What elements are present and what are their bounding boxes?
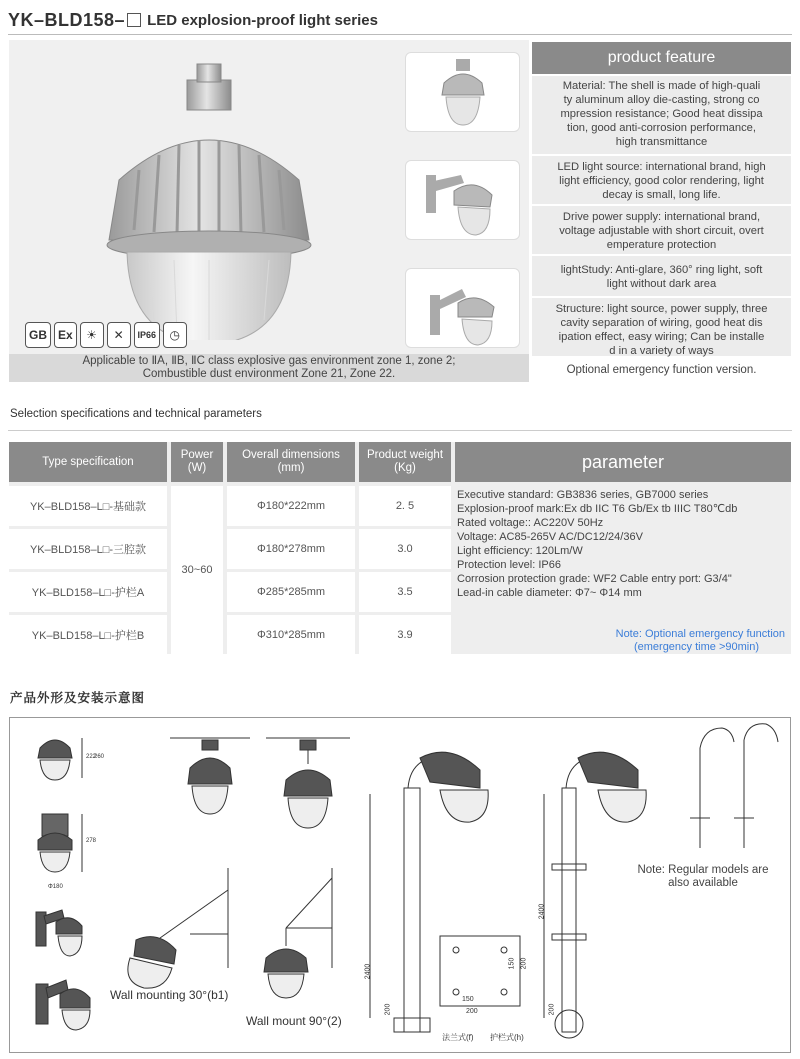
height-260-dim: 260 (94, 754, 105, 760)
certification-badges (25, 322, 187, 348)
flange-base-dim: 200 (384, 1003, 392, 1016)
flange-type-label: 法兰式(f) (442, 1033, 474, 1042)
flange-height-dim: 2400 (364, 963, 372, 980)
guard-base-dim: 200 (548, 1003, 556, 1016)
param-line: Voltage: AC85-265V AC/DC12/24/36V (457, 531, 643, 543)
feature-text-line: cavity separation of wiring, good heat dis (560, 317, 763, 329)
th-dimensions (227, 442, 355, 482)
selection-title: Selection specifications and technical parameters (10, 408, 262, 420)
row4-weight: 3.9 (359, 615, 451, 654)
row4-dim: Φ310*285mm (227, 615, 355, 654)
row3-weight: 3.5 (359, 572, 451, 612)
model-code: YK–BLD158– (8, 9, 126, 30)
power-range: 30~60 (171, 486, 223, 654)
parameter-list (457, 488, 791, 600)
outline-view-3 (36, 910, 82, 956)
param-line: Explosion-proof mark:Ex db IIC T6 Gb/Ex tb IIIC T80℃db (457, 503, 738, 515)
applicable-line-2: Combustible dust environment Zone 21, Zone 22. (142, 368, 396, 380)
energy-icon: ☀ (80, 322, 104, 348)
feature-emergency-option: Optional emergency function version. (532, 358, 791, 376)
wall-mount-90-drawing (264, 868, 332, 998)
param-line: Lead-in cable diameter: Φ7~ Φ14 mm (457, 587, 642, 599)
emergency-note-line1: Note: Optional emergency function (615, 628, 785, 640)
product-feature-panel (532, 42, 791, 382)
wall-30-label: Wall mounting 30°(b1) (110, 988, 229, 1002)
ceiling-mount-1 (170, 738, 250, 814)
gb-badge: GB (25, 322, 51, 348)
feature-drive-power (532, 206, 791, 254)
wall-mount-30-drawing (128, 868, 228, 988)
feature-text-line: voltage adjustable with short circuit, overt (559, 225, 764, 237)
feature-text-line: emperature protection (606, 239, 717, 251)
feature-text-line: decay is small, long life. (602, 189, 721, 201)
product-photo-area (9, 40, 529, 382)
feature-text-line: mpression resistance; Good heat dissipa (560, 108, 763, 120)
diagram-title: 产品外形及安装示意图 (10, 691, 146, 705)
plate-width-150: 150 (462, 996, 474, 1003)
feature-text-line: high transmittance (615, 136, 708, 148)
feature-text-line: d in a variety of ways (609, 345, 714, 357)
installation-diagram (9, 717, 791, 1053)
header-divider (8, 34, 792, 35)
selection-divider (8, 430, 792, 431)
main-lamp-illustration (9, 40, 389, 340)
feature-text-line: ipation effect, easy wiring; Can be installe (558, 331, 765, 343)
row3-dim: Φ285*285mm (227, 572, 355, 612)
feature-text-line: lightStudy: Anti-glare, 360° ring light, soft (560, 264, 763, 276)
feature-text-line: LED light source: international brand, high (557, 161, 766, 173)
guard-type-label: 护栏式(h) (490, 1033, 524, 1042)
flange-pole-drawing (370, 752, 520, 1032)
thumbnail-wall-30-model[interactable] (405, 160, 520, 240)
spec-table (9, 442, 791, 654)
feature-title: product feature (532, 42, 791, 74)
applicable-environment (9, 354, 529, 382)
th-power (171, 442, 223, 482)
height-222-dim: 222 (86, 754, 97, 760)
regular-note-line1: Note: Regular models are (637, 864, 769, 876)
outline-view-1 (38, 738, 82, 780)
height-278-dim: 278 (86, 838, 97, 844)
feature-text-line: light without dark area (606, 278, 717, 290)
param-line: Corrosion protection grade: WF2 Cable entry port: G3/4" (457, 573, 732, 585)
outline-view-4 (36, 980, 90, 1030)
param-line: Protection level: IP66 (457, 559, 561, 571)
row1-type: YK–BLD158–L□-基础款 (9, 486, 167, 526)
lamp-thumb-1 (406, 53, 519, 131)
row3-type: YK–BLD158–L□-护栏A (9, 572, 167, 612)
anti-glare-icon: ✕ (107, 322, 131, 348)
th-parameter: parameter (455, 442, 791, 482)
feature-structure (532, 298, 791, 356)
regular-pole-models (690, 724, 778, 848)
th-dim-line1: Overall dimensions (242, 449, 340, 461)
feature-text-line: light efficiency, good color rendering, light (559, 175, 764, 187)
feature-led-source (532, 156, 791, 204)
param-line: Light efficiency: 120Lm/W (457, 545, 583, 557)
lamp-thumb-2 (406, 161, 519, 239)
param-line: Rated voltage:: AC220V 50Hz (457, 517, 604, 529)
feature-text-line: ty aluminum alloy die-casting, strong co (563, 94, 760, 106)
lifetime-clock-icon: ◷ (163, 322, 187, 348)
guard-pole-drawing (544, 752, 646, 1038)
regular-models-note (628, 864, 778, 890)
ceiling-mount-2 (266, 738, 350, 828)
th-weight (359, 442, 451, 482)
series-title: LED explosion-proof light series (147, 11, 378, 29)
diameter-dim: Φ180 (48, 884, 63, 890)
row2-dim: Φ180*278mm (227, 529, 355, 569)
feature-text-line: tion, good anti-corrosion performance, (566, 122, 757, 134)
wall-90-label: Wall mount 90°(2) (246, 1014, 342, 1028)
outline-view-2 (38, 814, 82, 872)
th-weight-line2: (Kg) (394, 462, 416, 474)
feature-text-line: Structure: light source, power supply, three (555, 303, 768, 315)
row1-weight: 2. 5 (359, 486, 451, 526)
regular-note-line2: also available (668, 877, 738, 889)
guard-height-dim: 2400 (538, 903, 546, 920)
th-type: Type specification (9, 442, 167, 482)
th-power-line2: (W) (187, 462, 207, 474)
plate-height-150: 150 (508, 957, 516, 970)
emergency-note-line2: (emergency time >90min) (633, 641, 759, 653)
plate-width-200: 200 (466, 1008, 478, 1015)
applicable-line-1: Applicable to ⅡA, ⅡB, ⅡC class explosive gas environment zone 1, zone 2; (82, 355, 456, 367)
lamp-thumb-3 (406, 269, 519, 347)
feature-text-line: Material: The shell is made of high-quali (562, 80, 761, 92)
row2-weight: 3.0 (359, 529, 451, 569)
th-power-line1: Power (180, 449, 214, 461)
thumbnail-guard-model[interactable] (405, 268, 520, 348)
row2-type: YK–BLD158–L□-三腔款 (9, 529, 167, 569)
page-header (8, 6, 792, 34)
ex-badge: Ex (54, 322, 77, 348)
plate-height-200: 200 (520, 957, 528, 970)
feature-material (532, 76, 791, 154)
emergency-note (457, 628, 785, 654)
ip66-badge: IP66 (134, 322, 160, 348)
model-placeholder-box (127, 13, 141, 27)
row4-type: YK–BLD158–L□-护栏B (9, 615, 167, 654)
param-line: Executive standard: GB3836 series, GB7000 series (457, 489, 709, 501)
feature-text-line: Drive power supply: international brand, (562, 211, 761, 223)
th-dim-line2: (mm) (277, 462, 305, 474)
row1-dim: Φ180*222mm (227, 486, 355, 526)
feature-light-study (532, 256, 791, 296)
th-weight-line1: Product weight (366, 449, 444, 461)
thumbnail-basic-model[interactable] (405, 52, 520, 132)
